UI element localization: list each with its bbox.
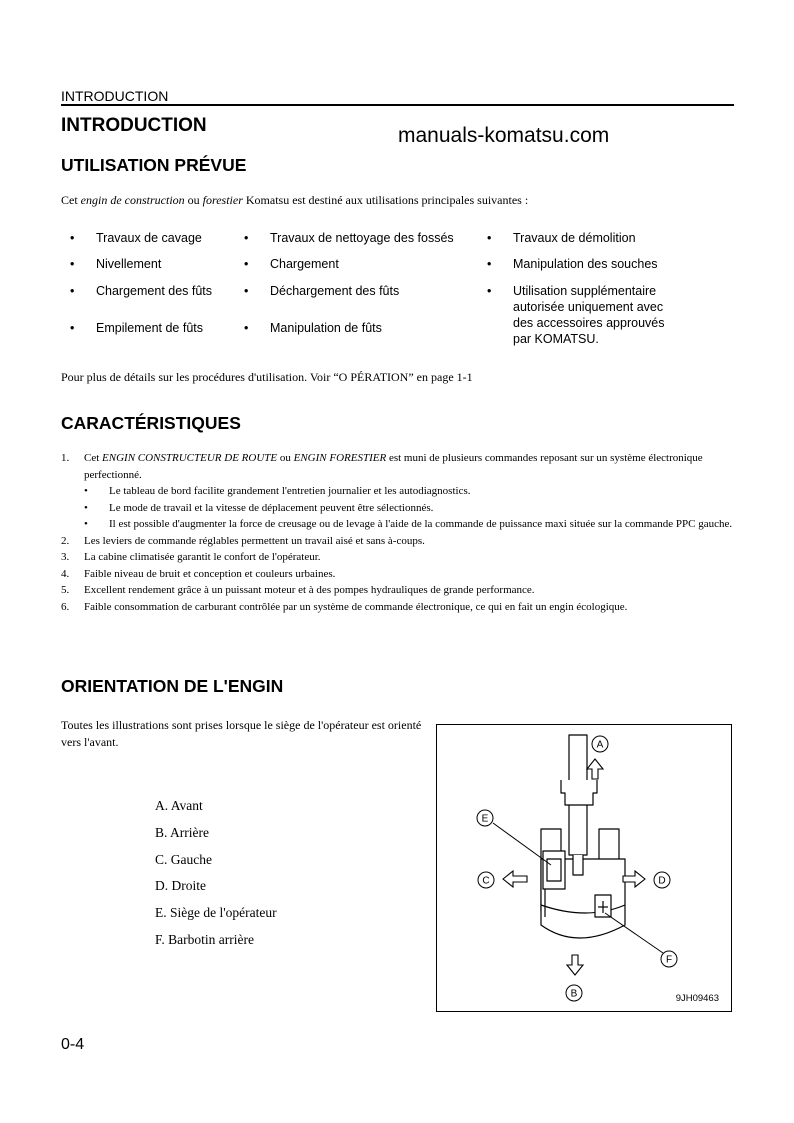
label-b: B (570, 988, 578, 1000)
use-item: • Chargement (244, 257, 339, 271)
header-rule (61, 104, 734, 106)
front-arrow (587, 759, 603, 779)
machine-top-view (437, 725, 733, 1013)
legend-item: A. Avant (155, 798, 203, 813)
legend-item: D. Droite (155, 878, 206, 894)
orientation-legend (155, 793, 277, 954)
label-e: E (481, 813, 489, 825)
use-item: • Travaux de nettoyage des fossés (244, 231, 454, 245)
intended-use-intro: Cet engin de construction ou forestier Komatsu est destiné aux utilisations principales suivantes : (61, 193, 529, 207)
feature-subitem: • Il est possible d'augmenter la force de creusage ou de levage à l'aide de la commande de puissance maxi située sur la commande PPC gauche. (84, 518, 733, 530)
orientation-figure (436, 724, 732, 1012)
use-item: • Utilisation supplémentaire autorisée uniquement avec des accessoires approuvés par KOMATSU. (487, 284, 665, 346)
feature-item: 5. Excellent rendement grâce à un puissant moteur et à des pompes hydrauliques de grande performance. (61, 584, 535, 596)
feature-item: 2. Les leviers de commande réglables permettent un travail aisé et sans à-coups. (61, 534, 425, 547)
use-item: • Manipulation des souches (487, 257, 658, 271)
feature-item: 1. Cet ENGIN CONSTRUCTEUR DE ROUTE ou ENGIN FORESTIER est muni de plusieurs commandes reposant sur un système électronique perfectionné. (61, 452, 703, 481)
legend-item: C. Gauche (155, 851, 212, 867)
label-d: D (658, 875, 666, 887)
running-header: INTRODUCTION (61, 88, 169, 104)
use-item: • Manipulation de fûts (244, 321, 382, 335)
use-item: • Travaux de démolition (487, 231, 636, 245)
legend-item: F. Barbotin arrière (155, 931, 255, 947)
features-title: CARACTÉRISTIQUES (61, 413, 241, 433)
use-item: • Chargement des fûts (70, 284, 213, 298)
label-f: F (665, 954, 673, 966)
use-item: • Travaux de cavage (70, 231, 202, 245)
figure-code: 9JH09463 (675, 993, 719, 1004)
page-number: 0-4 (61, 1036, 85, 1053)
orientation-title: ORIENTATION DE L'ENGIN (61, 676, 284, 696)
feature-subitem: • Le tableau de bord facilite grandement l'entretien journalier et les autodiagnostics. (84, 485, 471, 497)
feature-item: 6. Faible consommation de carburant contrôlée par un système de commande électronique, ce qui en fait un engin écologique. (61, 600, 628, 613)
use-item: • Empilement de fûts (70, 321, 203, 335)
label-a: A (596, 739, 604, 751)
left-arrow (503, 871, 527, 887)
legend-item: B. Arrière (155, 824, 209, 840)
feature-item: 3. La cabine climatisée garantit le confort de l'opérateur. (61, 551, 321, 563)
orientation-text: Toutes les illustrations sont prises lorsque le siège de l'opérateur est orienté vers l'avant. (61, 718, 422, 749)
right-arrow (623, 871, 645, 887)
label-c: C (482, 875, 490, 887)
use-item: • Nivellement (70, 257, 162, 271)
section-title: INTRODUCTION (61, 115, 207, 136)
feature-subitem: • Le mode de travail et la vitesse de déplacement peuvent être sélectionnés. (84, 501, 434, 514)
use-item: • Déchargement des fûts (244, 284, 400, 298)
intended-use-title: UTILISATION PRÉVUE (61, 155, 247, 175)
legend-item: E. Siège de l'opérateur (155, 905, 277, 921)
intended-use-note: Pour plus de détails sur les procédures d'utilisation. Voir “O PÉRATION” en page 1-1 (61, 370, 473, 384)
feature-item: 4. Faible niveau de bruit et conception et couleurs urbaines. (61, 567, 336, 580)
watermark: manuals-komatsu.com (398, 124, 610, 147)
rear-arrow (567, 955, 583, 975)
leader-f (605, 913, 663, 953)
features-list (61, 450, 734, 615)
